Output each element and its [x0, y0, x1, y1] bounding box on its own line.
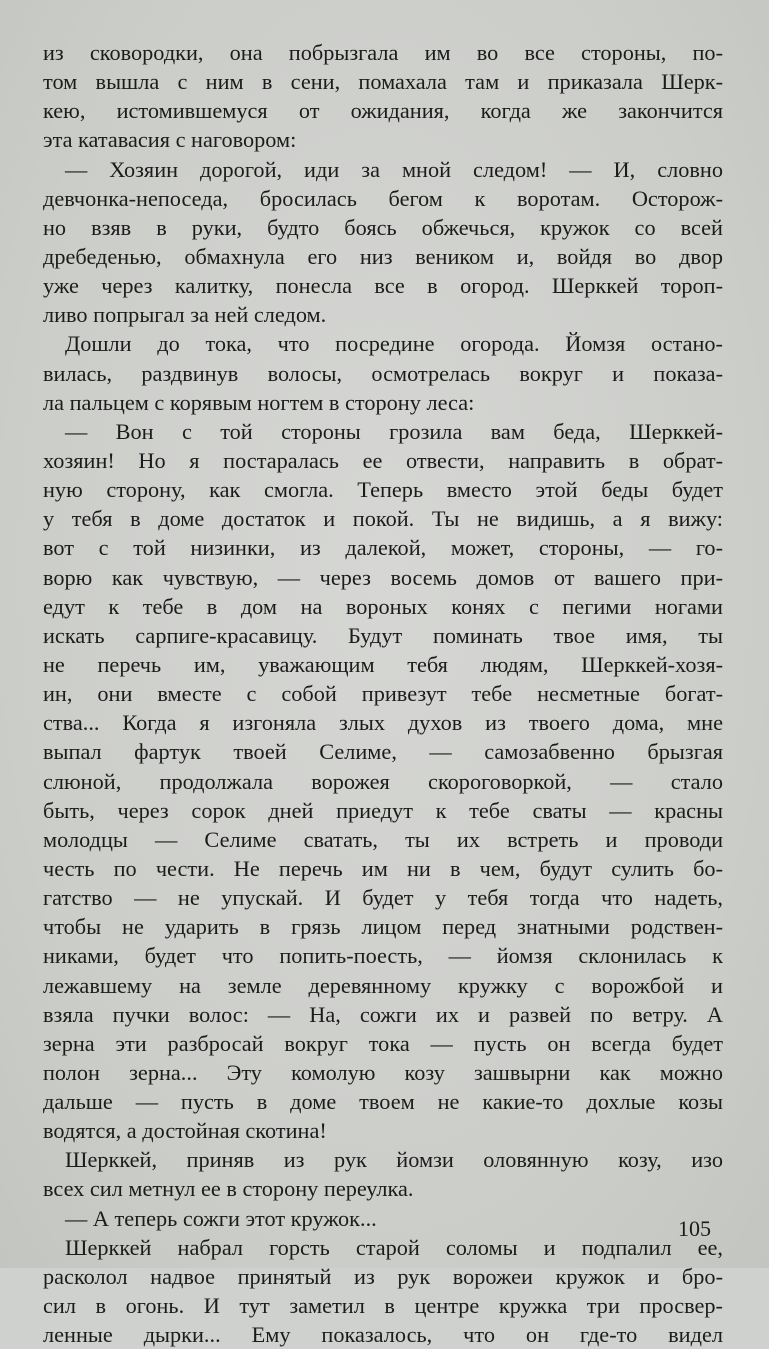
- text-line: не перечь им, уважающим тебя людям, Шерккей-хозя-: [43, 651, 723, 677]
- text-line: — А теперь сожги этот кружок...: [65, 1205, 377, 1231]
- text-line: но взяв в руки, будто боясь обжечься, кружок со всей: [43, 214, 723, 240]
- text-line: ную сторону, как смогла. Теперь вместо этой беды будет: [43, 477, 723, 503]
- text-line: сил в огонь. И тут заметил в центре кружка три просвер-: [43, 1293, 723, 1319]
- text-line: эта катавасия с наговором:: [43, 127, 297, 153]
- text-line: ства... Когда я изгоняла злых духов из твоего дома, мне: [43, 710, 723, 736]
- body-text: [43, 38, 723, 1349]
- text-line: кею, истомившемуся от ожидания, когда же закончится: [43, 98, 723, 124]
- text-line: искать сарпиге-красавицу. Будут поминать твое имя, ты: [43, 622, 723, 648]
- text-line: всех сил метнул ее в сторону переулка.: [43, 1176, 414, 1202]
- text-line: расколол надвое принятый из рук ворожеи кружок и бро-: [43, 1263, 723, 1289]
- text-line: чтобы не ударить в грязь лицом перед знатными родствен-: [43, 914, 723, 940]
- text-line: хозяин! Но я постаралась ее отвести, направить в обрат-: [43, 447, 723, 473]
- text-line: полон зерна... Эту комолую козу зашвырни как можно: [43, 1059, 723, 1085]
- text-line: дребеденью, обмахнула его низ веником и, войдя во двор: [43, 243, 723, 269]
- text-line: быть, через сорок дней приедут к тебе сваты — красны: [43, 797, 723, 823]
- text-line: — Хозяин дорогой, иди за мной следом! — И, словно: [65, 156, 723, 182]
- text-line: ленные дырки... Ему показалось, что он где-то видел: [43, 1322, 723, 1348]
- text-line: водятся, а достойная скотина!: [43, 1118, 327, 1144]
- text-line: Дошли до тока, что посредине огорода. Йомзя остано-: [65, 331, 723, 357]
- page-number: 105: [678, 1216, 711, 1241]
- text-line: ливо попрыгал за ней следом.: [43, 302, 327, 328]
- text-line: ворю как чувствую, — через восемь домов от вашего при-: [43, 564, 723, 590]
- text-line: у тебя в доме достаток и покой. Ты не видишь, а я вижу:: [43, 506, 723, 532]
- text-line: том вышла с ним в сени, помахала там и приказала Шерк-: [43, 69, 723, 95]
- text-line: Шерккей, приняв из рук йомзи оловянную козу, изо: [65, 1147, 723, 1173]
- text-line: дальше — пусть в доме твоем не какие-то дохлые козы: [43, 1089, 723, 1115]
- text-line: девчонка-непоседа, бросилась бегом к воротам. Осторож-: [43, 185, 723, 211]
- text-line: лежавшему на земле деревянному кружку с ворожбой и: [43, 972, 723, 998]
- text-line: едут к тебе в дом на вороных конях с пегими ногами: [43, 593, 723, 619]
- text-line: молодцы — Селиме сватать, ты их встреть и проводи: [43, 826, 723, 852]
- text-line: честь по чести. Не перечь им ни в чем, будут сулить бо-: [43, 855, 723, 881]
- text-line: гатство — не упускай. И будет у тебя тогда что надеть,: [43, 885, 723, 911]
- text-line: — Вон с той стороны грозила вам беда, Шерккей-: [65, 418, 723, 444]
- text-line: ла пальцем с корявым ногтем в сторону леса:: [43, 389, 475, 415]
- text-line: Шерккей набрал горсть старой соломы и подпалил ее,: [65, 1234, 723, 1260]
- text-line: никами, будет что попить-поесть, — йомзя склонилась к: [43, 943, 723, 969]
- text-line: выпал фартук твоей Селиме, — самозабвенно брызгая: [43, 739, 723, 765]
- text-line: взяла пучки волос: — На, сожги их и развей по ветру. А: [43, 1001, 723, 1027]
- text-line: слюной, продолжала ворожея скороговоркой, — стало: [43, 768, 723, 794]
- text-line: зерна эти разбросай вокруг тока — пусть он всегда будет: [43, 1030, 723, 1056]
- text-line: из сковородки, она побрызгала им во все стороны, по-: [43, 40, 723, 65]
- text-line: ин, они вместе с собой привезут тебе несметные богат-: [43, 681, 723, 707]
- text-line: вилась, раздвинув волосы, осмотрелась вокруг и показа-: [43, 360, 723, 386]
- text-line: уже через калитку, понесла все в огород. Шерккей тороп-: [43, 273, 723, 299]
- text-line: вот с той низинки, из далекой, может, стороны, — го-: [43, 535, 723, 561]
